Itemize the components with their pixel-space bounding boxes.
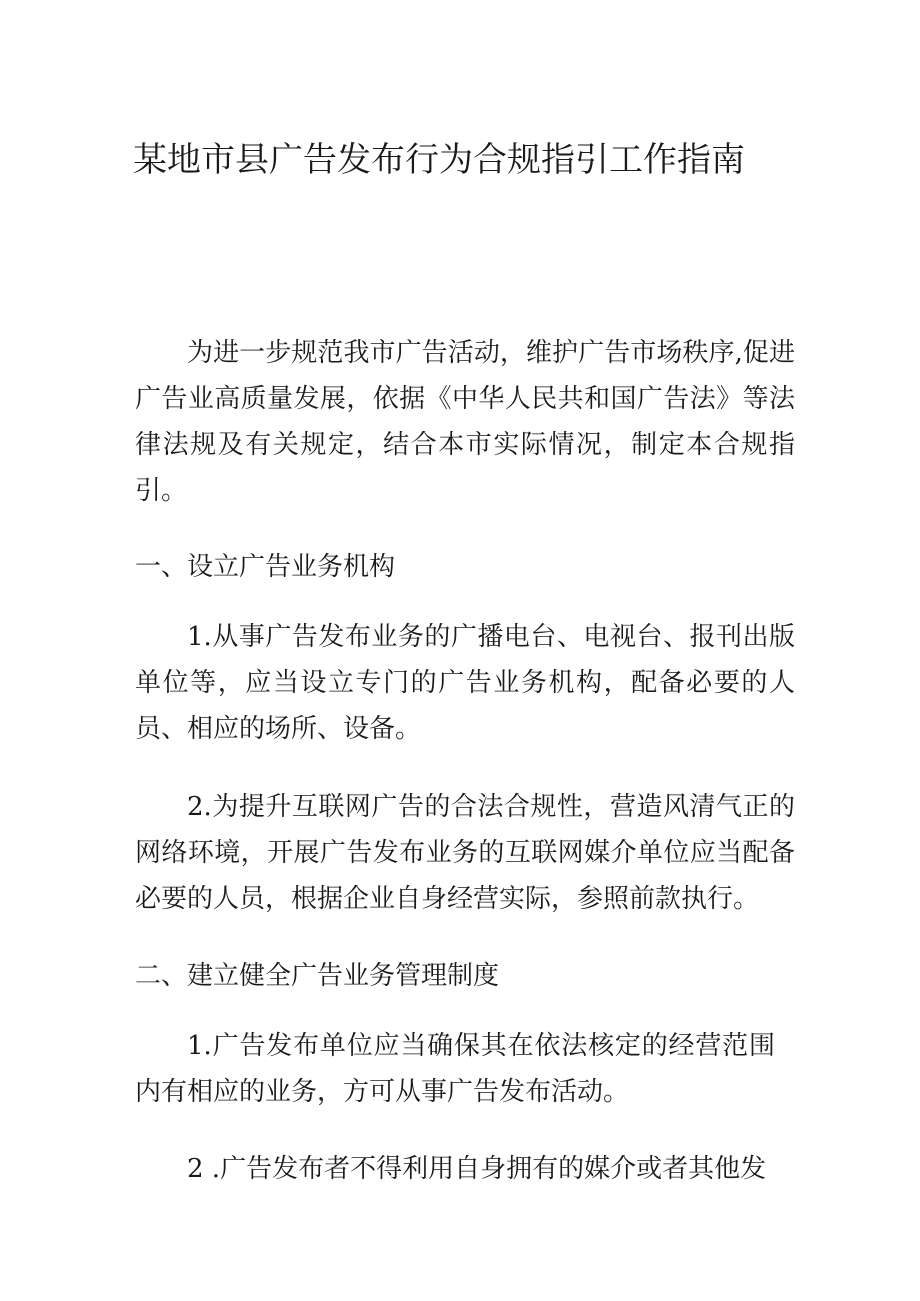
section-1-item-2: 2.为提升互联网广告的合法合规性，营造风清气正的网络环境，开展广告发布业务的互联网媒介单位应当配备必要的人员，根据企业自身经营实际，参照前款执行。 xyxy=(135,792,795,914)
section-2-item-1: 1.广告发布单位应当确保其在依法核定的经营范围内有相应的业务，方可从事广告发布活动。 xyxy=(135,1031,775,1107)
section-1-item-1: 1.从事广告发布业务的广播电台、电视台、报刊出版单位等，应当设立专门的广告业务机构，配备必要的人员、相应的场所、设备。 xyxy=(135,622,795,744)
section-1-heading: 一、设立广告业务机构 xyxy=(135,552,396,582)
section-2-item-2: 2 .广告发布者不得利用自身拥有的媒介或者其他发 xyxy=(187,1154,767,1184)
intro-paragraph: 为进一步规范我市广告活动，维护广告市场秩序,促进广告业高质量发展，依据《中华人民共和国广告法》等法律法规及有关规定，结合本市实际情况，制定本合规指引。 xyxy=(135,338,795,506)
document-title: 某地市县广告发布行为合规指引工作指南 xyxy=(133,140,745,180)
section-2-heading: 二、建立健全广告业务管理制度 xyxy=(135,961,500,991)
